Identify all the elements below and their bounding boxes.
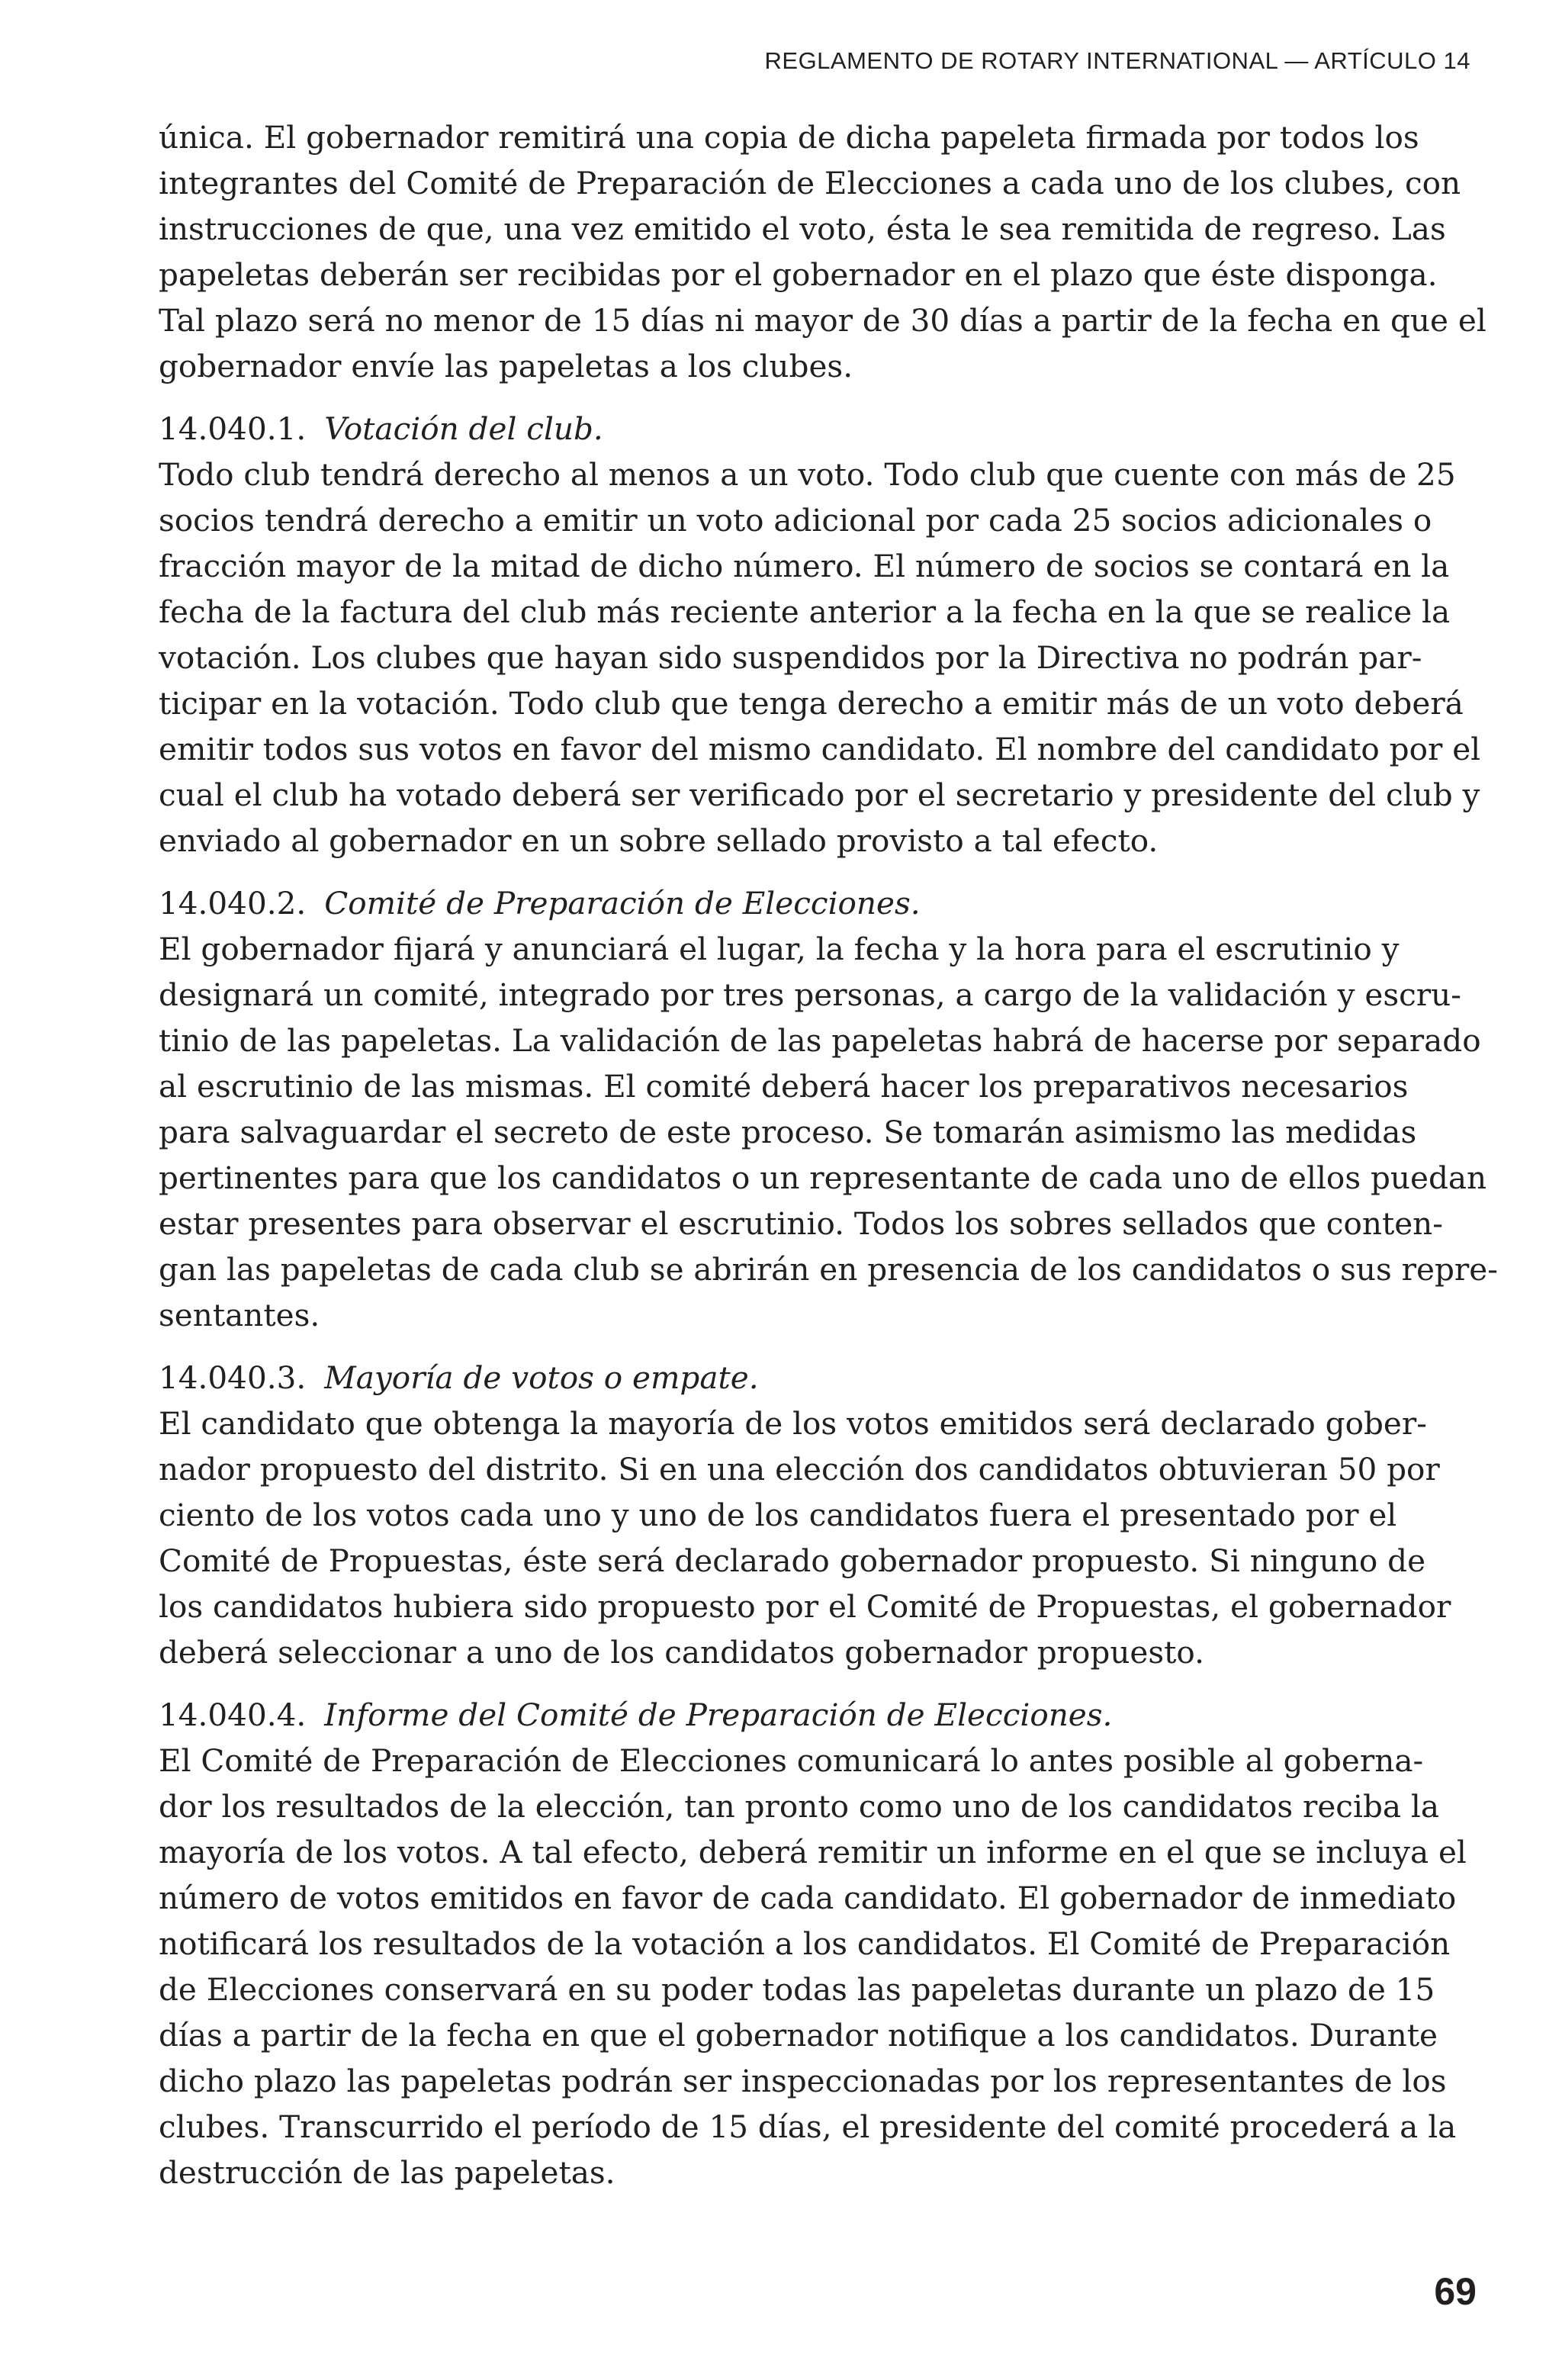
- running-header: REGLAMENTO DE ROTARY INTERNATIONAL — ARTÍCULO 14: [764, 47, 1470, 74]
- text-line: los candidatos hubiera sido propuesto por el Comité de Propuestas, el gobernador: [159, 1588, 1451, 1625]
- text-line: gobernador envíe las papeletas a los clubes.: [159, 348, 853, 384]
- body-text: [159, 114, 1498, 2195]
- text-line: pertinentes para que los candidatos o un representante de cada uno de ellos puedan: [159, 1159, 1487, 1196]
- section-14-040-3: [159, 1355, 1486, 1675]
- section-number: 14.040.1.: [159, 410, 307, 447]
- section-paragraph: [159, 452, 1486, 864]
- section-14-040-1: [159, 406, 1486, 864]
- text-line: tinio de las papeletas. La validación de las papeletas habrá de hacerse por separado: [159, 1022, 1481, 1059]
- section-number: 14.040.3.: [159, 1359, 307, 1396]
- text-line: designará un comité, integrado por tres personas, a cargo de la validación y escru-: [159, 976, 1461, 1013]
- text-line: número de votos emitidos en favor de cada candidato. El gobernador de inmediato: [159, 1880, 1457, 1916]
- section-paragraph: [159, 1401, 1486, 1675]
- text-line: El candidato que obtenga la mayoría de los votos emitidos será declarado gober-: [159, 1405, 1427, 1442]
- text-line: integrantes del Comité de Preparación de Elecciones a cada uno de los clubes, con: [159, 165, 1461, 201]
- text-line: dor los resultados de la elección, tan pronto como uno de los candidatos reciba la: [159, 1788, 1439, 1825]
- text-line: notificará los resultados de la votación a los candidatos. El Comité de Preparación: [159, 1925, 1451, 1962]
- section-paragraph: [159, 1738, 1486, 2195]
- text-line: deberá seleccionar a uno de los candidatos gobernador propuesto.: [159, 1634, 1204, 1671]
- text-line: al escrutinio de las mismas. El comité deberá hacer los preparativos necesarios: [159, 1068, 1409, 1105]
- text-line: estar presentes para observar el escrutinio. Todos los sobres sellados que conten-: [159, 1205, 1443, 1242]
- text-line: de Elecciones conservará en su poder todas las papeletas durante un plazo de 15: [159, 1971, 1435, 2008]
- section-paragraph: [159, 926, 1498, 1338]
- section-heading: [159, 880, 1486, 926]
- text-line: ticipar en la votación. Todo club que tenga derecho a emitir más de un voto deberá: [159, 685, 1464, 722]
- text-line: clubes. Transcurrido el período de 15 días, el presidente del comité procederá a la: [159, 2108, 1457, 2145]
- text-line: dicho plazo las papeletas podrán ser inspeccionadas por los representantes de los: [159, 2063, 1447, 2099]
- text-line: cual el club ha votado deberá ser verificado por el secretario y presidente del club y: [159, 777, 1480, 813]
- text-line: mayoría de los votos. A tal efecto, deberá remitir un informe en el que se incluya el: [159, 1834, 1467, 1870]
- text-line: socios tendrá derecho a emitir un voto adicional por cada 25 socios adicionales o: [159, 502, 1432, 539]
- text-line: Todo club tendrá derecho al menos a un voto. Todo club que cuente con más de 25: [159, 456, 1456, 493]
- text-line: votación. Los clubes que hayan sido suspendidos por la Directiva no podrán par-: [159, 639, 1422, 676]
- text-line: emitir todos sus votos en favor del mismo candidato. El nombre del candidato por el: [159, 731, 1481, 767]
- text-line: Tal plazo será no menor de 15 días ni mayor de 30 días a partir de la fecha en que el: [159, 302, 1486, 339]
- section-title: Votación del club.: [324, 410, 603, 447]
- text-line: sentantes.: [159, 1297, 320, 1333]
- text-line: papeletas deberán ser recibidas por el gobernador en el plazo que éste disponga.: [159, 256, 1438, 293]
- text-line: gan las papeletas de cada club se abrirán en presencia de los candidatos o sus repre-: [159, 1251, 1498, 1288]
- section-heading: [159, 406, 1486, 452]
- section-title: Comité de Preparación de Elecciones.: [324, 885, 921, 921]
- text-line: para salvaguardar el secreto de este proceso. Se tomarán asimismo las medidas: [159, 1114, 1417, 1150]
- section-title: Informe del Comité de Preparación de Elecciones.: [324, 1697, 1113, 1733]
- section-title: Mayoría de votos o empate.: [324, 1359, 759, 1396]
- text-line: ciento de los votos cada uno y uno de los candidatos fuera el presentado por el: [159, 1497, 1397, 1533]
- text-line: enviado al gobernador en un sobre sellado provisto a tal efecto.: [159, 822, 1159, 859]
- intro-paragraph: [159, 114, 1486, 389]
- text-line: destrucción de las papeletas.: [159, 2154, 615, 2191]
- section-14-040-4: [159, 1692, 1486, 2195]
- text-line: única. El gobernador remitirá una copia de dicha papeleta firmada por todos los: [159, 119, 1419, 156]
- section-14-040-2: [159, 880, 1498, 1338]
- text-line: El Comité de Preparación de Elecciones comunicará lo antes posible al goberna-: [159, 1742, 1424, 1779]
- text-line: días a partir de la fecha en que el gobernador notifique a los candidatos. Durante: [159, 2017, 1438, 2054]
- page-number: 69: [1434, 2270, 1477, 2313]
- text-line: instrucciones de que, una vez emitido el voto, ésta le sea remitida de regreso. Las: [159, 211, 1446, 247]
- text-line: Comité de Propuestas, éste será declarado gobernador propuesto. Si ninguno de: [159, 1542, 1426, 1579]
- section-heading: [159, 1355, 1486, 1401]
- section-number: 14.040.2.: [159, 885, 307, 921]
- text-line: nador propuesto del distrito. Si en una elección dos candidatos obtuvieran 50 por: [159, 1451, 1440, 1488]
- text-line: El gobernador fijará y anunciará el lugar, la fecha y la hora para el escrutinio y: [159, 931, 1400, 967]
- text-line: fracción mayor de la mitad de dicho número. El número de socios se contará en la: [159, 548, 1450, 584]
- section-number: 14.040.4.: [159, 1697, 307, 1733]
- section-heading: [159, 1692, 1486, 1738]
- text-line: fecha de la factura del club más reciente anterior a la fecha en la que se realice la: [159, 593, 1451, 630]
